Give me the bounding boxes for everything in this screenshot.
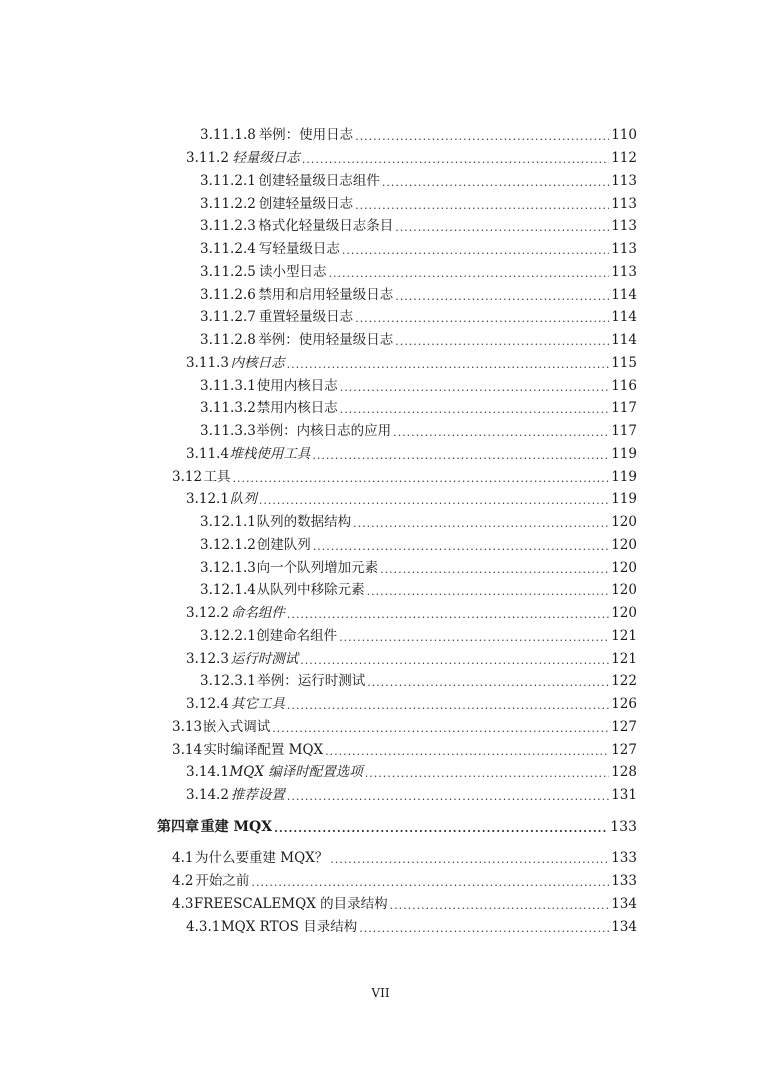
toc-entry[interactable] <box>186 488 637 508</box>
toc-entry[interactable] <box>200 397 637 417</box>
toc-entry[interactable] <box>200 170 637 190</box>
dot-leader <box>393 426 609 440</box>
dot-leader <box>395 335 609 349</box>
dot-leader <box>367 585 610 599</box>
page-number: 120 <box>611 560 637 576</box>
dot-leader <box>251 876 609 890</box>
page-number: 133 <box>611 873 637 889</box>
page-number: 119 <box>611 446 637 462</box>
toc-entry[interactable] <box>172 739 637 759</box>
page-number: 113 <box>611 218 637 234</box>
toc-entry[interactable] <box>200 557 637 577</box>
page-number: 114 <box>611 332 637 348</box>
section-number: 3.13 <box>172 719 203 735</box>
section-number: 3.11.3.3 <box>200 423 256 439</box>
toc-entry[interactable] <box>200 238 637 258</box>
page-number: 113 <box>611 196 637 212</box>
toc-entry[interactable] <box>200 306 637 326</box>
section-title: 举例：使用轻量级日志 <box>258 332 394 348</box>
section-number: 3.14.2 <box>186 787 229 803</box>
section-title: 禁用和启用轻量级日志 <box>258 287 394 303</box>
section-number: 4.1 <box>172 850 194 866</box>
toc-entry[interactable] <box>186 602 637 622</box>
page-number: 113 <box>611 241 637 257</box>
section-title: 举例：内核日志的应用 <box>256 423 392 439</box>
toc-entry[interactable] <box>186 443 637 463</box>
page-number: 113 <box>611 264 637 280</box>
toc-entry[interactable] <box>186 916 637 936</box>
section-number: 4.3 <box>172 896 194 912</box>
toc-entry[interactable] <box>186 352 637 372</box>
dot-leader <box>365 767 609 781</box>
section-title: 实时编译配置 MQX <box>203 742 324 758</box>
page-number: 133 <box>611 850 637 866</box>
dot-leader <box>233 472 610 486</box>
dot-leader <box>287 608 609 622</box>
section-number: 3.12.1.2 <box>200 537 256 553</box>
section-title: 举例：使用日志 <box>258 127 354 143</box>
section-title: MQX RTOS 目录结构 <box>220 919 358 935</box>
section-title: 使用内核日志 <box>256 378 338 394</box>
page-number: 120 <box>611 537 637 553</box>
section-title: 命名组件 <box>230 605 285 621</box>
section-title: 向一个队列增加元素 <box>256 560 379 576</box>
toc-entry[interactable] <box>172 466 637 486</box>
section-number: 3.12.1 <box>186 491 229 507</box>
dot-leader <box>339 631 609 645</box>
toc-entry[interactable] <box>186 784 637 804</box>
section-number: 3.14 <box>172 742 203 758</box>
section-title: 其它工具 <box>230 696 285 712</box>
page-number: 116 <box>611 378 637 394</box>
section-title: 内核日志 <box>230 355 285 371</box>
dot-leader <box>353 517 609 531</box>
section-number: 3.12.4 <box>186 696 229 712</box>
toc-entry[interactable] <box>200 193 637 213</box>
dot-leader <box>259 494 609 508</box>
page-number: 126 <box>611 696 637 712</box>
section-number: 3.11.3 <box>186 355 229 371</box>
dot-leader <box>287 790 609 804</box>
page-number: 115 <box>611 355 637 371</box>
section-title: MQX 编译时配置选项 <box>229 764 363 780</box>
page-number: 121 <box>611 651 637 667</box>
section-number: 3.11.2.4 <box>200 241 256 257</box>
dot-leader <box>287 358 610 372</box>
dot-leader <box>340 403 610 417</box>
dot-leader <box>300 654 609 668</box>
page-number: 120 <box>611 514 637 530</box>
section-title: 工具 <box>203 469 231 485</box>
section-title: FREESCALEMQX 的目录结构 <box>193 896 388 912</box>
section-title: 创建队列 <box>256 537 311 553</box>
section-title: 队列 <box>229 491 257 507</box>
dot-leader <box>367 676 609 690</box>
section-title: 禁用内核日志 <box>256 400 338 416</box>
section-title: 创建命名组件 <box>256 628 338 644</box>
page-number: 120 <box>611 582 637 598</box>
chapter-title: 重建 MQX <box>200 819 273 835</box>
toc-chapter-entry[interactable] <box>157 816 637 836</box>
dot-leader <box>274 822 608 836</box>
section-number: 3.12.3 <box>186 651 229 667</box>
section-title: 创建轻量级日志组件 <box>258 173 380 189</box>
page-number: 134 <box>611 896 637 912</box>
toc-entry[interactable] <box>200 329 637 349</box>
page-number: 113 <box>611 173 637 189</box>
dot-leader <box>355 130 609 144</box>
section-title: 重置轻量级日志 <box>258 309 354 325</box>
section-title: 写轻量级日志 <box>258 241 340 257</box>
page-number: 131 <box>611 787 637 803</box>
page-number: 133 <box>610 819 637 835</box>
dot-leader <box>325 745 609 759</box>
toc-entry[interactable] <box>200 124 637 144</box>
dot-leader <box>330 853 609 867</box>
section-title: 队列的数据结构 <box>256 514 352 530</box>
page-number: 120 <box>611 605 637 621</box>
dot-leader <box>328 267 609 281</box>
dot-leader <box>355 312 609 326</box>
toc-entry[interactable] <box>200 215 637 235</box>
section-title: 运行时测试 <box>230 651 299 667</box>
section-number: 3.11.2.6 <box>200 287 256 303</box>
section-number: 3.12.1.4 <box>200 582 256 598</box>
toc-entry[interactable] <box>200 284 637 304</box>
toc-entry[interactable] <box>200 511 637 531</box>
page-number: 121 <box>611 628 637 644</box>
dot-leader <box>390 899 610 913</box>
toc-entry[interactable] <box>186 761 637 781</box>
section-number: 3.11.2.8 <box>200 332 256 348</box>
dot-leader <box>380 563 609 577</box>
section-title: 创建轻量级日志 <box>258 196 354 212</box>
section-number: 3.14.1 <box>186 764 229 780</box>
section-title: 推荐设置 <box>230 787 285 803</box>
toc-entry[interactable] <box>200 420 637 440</box>
toc-entry[interactable] <box>172 716 637 736</box>
page-number: 110 <box>611 127 637 143</box>
page-number: 128 <box>611 764 637 780</box>
dot-leader <box>342 244 609 258</box>
page-number: 119 <box>611 469 637 485</box>
page-number: 122 <box>611 673 637 689</box>
page-number: 134 <box>611 919 637 935</box>
page-number: 117 <box>611 400 637 416</box>
toc-entry[interactable] <box>186 147 637 167</box>
section-title: 轻量级日志 <box>232 150 300 166</box>
section-number: 4.2 <box>172 873 194 889</box>
dot-leader <box>313 540 609 554</box>
section-number: 4.3.1 <box>186 919 221 935</box>
dot-leader <box>312 449 609 463</box>
toc-entry[interactable] <box>186 648 637 668</box>
page-number: 112 <box>611 150 637 166</box>
section-number: 3.12 <box>172 469 203 485</box>
section-number: 3.11.2.5 <box>200 264 256 280</box>
section-title: 嵌入式调试 <box>202 719 271 735</box>
section-number: 3.11.1.8 <box>200 127 256 143</box>
section-number: 3.11.2.2 <box>200 196 256 212</box>
dot-leader <box>382 176 609 190</box>
section-title: 格式化轻量级日志条目 <box>258 218 394 234</box>
section-number: 3.12.2 <box>186 605 229 621</box>
dot-leader <box>395 221 609 235</box>
page-number: 117 <box>611 423 637 439</box>
dot-leader <box>355 199 609 213</box>
toc-entry[interactable] <box>200 579 637 599</box>
toc-entry[interactable] <box>172 870 637 890</box>
toc-entry[interactable] <box>172 847 637 867</box>
dot-leader <box>272 722 609 736</box>
section-number: 3.12.1.1 <box>200 514 256 530</box>
section-number: 3.12.1.3 <box>200 560 256 576</box>
section-title: 为什么要重建 MQX？ <box>194 850 329 866</box>
dot-leader <box>395 290 609 304</box>
section-number: 3.11.2 <box>186 150 229 166</box>
page-number: 127 <box>611 719 637 735</box>
toc-entry[interactable] <box>200 261 637 281</box>
toc-entry[interactable] <box>200 670 637 690</box>
section-title: 读小型日志 <box>258 264 327 280</box>
section-title: 堆栈使用工具 <box>229 446 311 462</box>
section-title: 举例：运行时测试 <box>257 673 366 689</box>
dot-leader <box>302 153 609 167</box>
toc-entry[interactable] <box>200 625 637 645</box>
section-number: 3.12.3.1 <box>200 673 256 689</box>
dot-leader <box>359 922 609 936</box>
toc-entry[interactable] <box>186 693 637 713</box>
toc-entry[interactable] <box>200 534 637 554</box>
section-number: 3.11.2.3 <box>200 218 256 234</box>
page-number: 127 <box>611 742 637 758</box>
section-number: 3.11.3.1 <box>200 378 256 394</box>
section-title: 开始之前 <box>195 873 250 889</box>
section-number: 3.11.4 <box>186 446 229 462</box>
chapter-number: 第四章 <box>157 819 199 835</box>
page-number: 114 <box>611 287 637 303</box>
page-number: 114 <box>611 309 637 325</box>
page-footer-number: VII <box>371 986 390 1000</box>
section-number: 3.11.2.7 <box>200 309 256 325</box>
section-number: 3.12.2.1 <box>200 628 256 644</box>
dot-leader <box>287 699 609 713</box>
section-title: 从队列中移除元素 <box>256 582 365 598</box>
section-number: 3.11.2.1 <box>200 173 256 189</box>
toc-entry[interactable] <box>172 893 637 913</box>
dot-leader <box>340 381 610 395</box>
section-number: 3.11.3.2 <box>200 400 256 416</box>
toc-entry[interactable] <box>200 375 637 395</box>
page-number: 119 <box>611 491 637 507</box>
